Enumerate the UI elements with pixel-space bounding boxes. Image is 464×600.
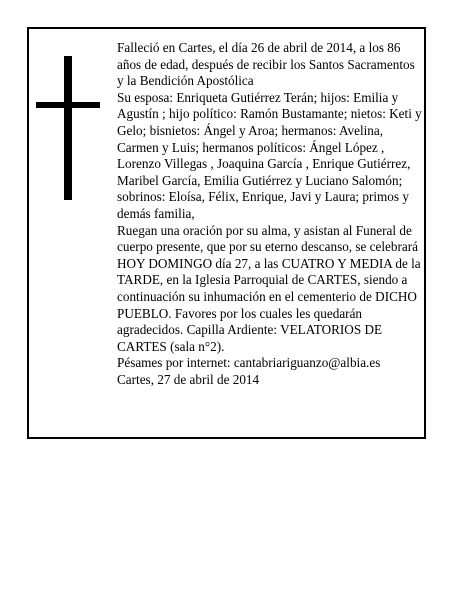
obituary-notice	[27, 27, 426, 439]
obituary-text	[117, 40, 422, 388]
cross-vertical-bar	[64, 56, 72, 200]
place-date: Cartes, 27 de abril de 2014	[117, 371, 260, 387]
funeral-details: Ruegan una oración por su alma, y asistan al Funeral de cuerpo presente, que por su eterno descanso, se celebrará HOY DOMINGO día 27, a las CUATRO Y MEDIA de la TARDE, en la Iglesia Parroquial de CARTES, siendo a continuación su inhumación en el cementerio de DICHO PUEBLO. Favores por los cuales les quedarán agradecidos. Capilla Ardiente: VELATORIOS DE CARTES (sala n°2).	[117, 222, 421, 354]
family-list: Su esposa: Enriqueta Gutiérrez Terán; hijos: Emilia y Agustín ; hijo político: Ramón Bustamante; nietos: Keti y Gelo; bisnietos: Ángel y Aroa; hermanos: Avelina, Carmen y Luis; hermanos políticos: Ángel López , Lorenzo Villegas , Joaquina García , Enrique Gutiérrez, Maribel García, Emilia Gutiérrez y Luciano Salomón; sobrinos: Eloísa, Félix, Enrique, Javi y Laura; primos y demás familia,	[117, 89, 422, 221]
cross-horizontal-bar	[36, 102, 100, 108]
latin-cross-icon	[36, 56, 100, 200]
condolences-email: Pésames por internet: cantabriariguanzo@albia.es	[117, 355, 381, 371]
death-announcement: Falleció en Cartes, el día 26 de abril de 2014, a los 86 años de edad, después de recibir los Santos Sacramentos y la Bendición Apostólica	[117, 40, 415, 89]
